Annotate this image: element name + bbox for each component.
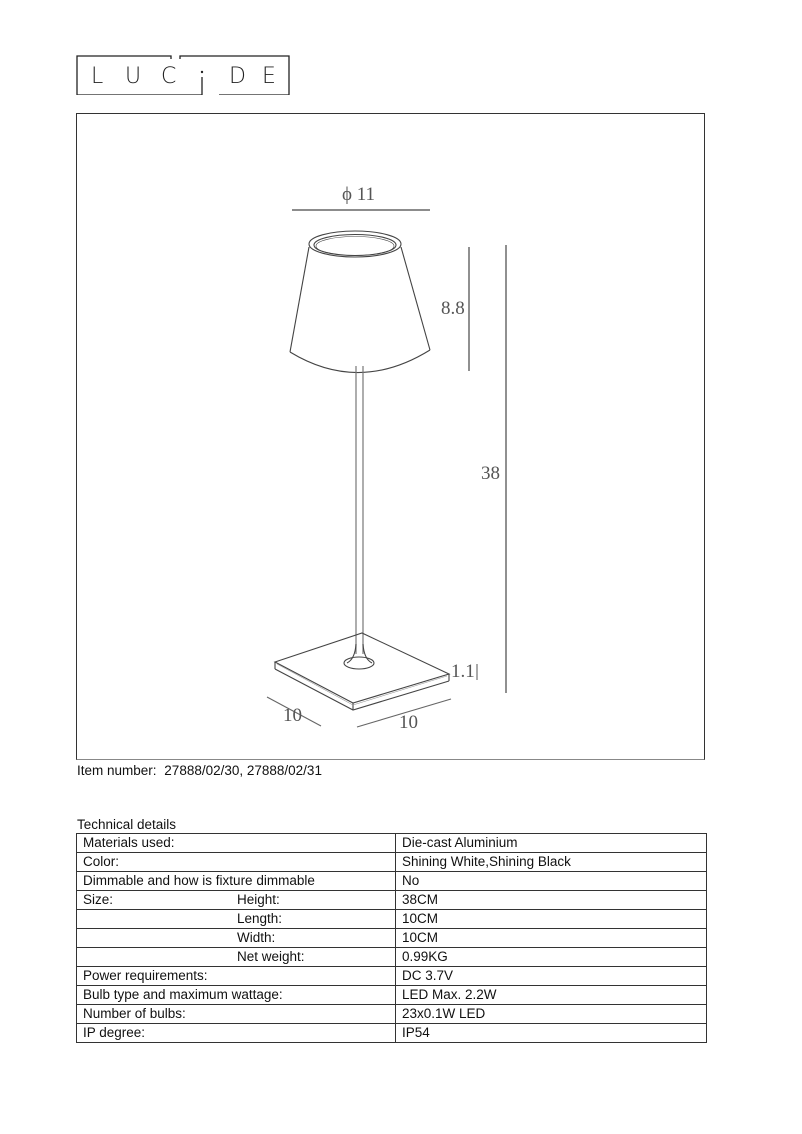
shade-height-label: 8.8: [441, 298, 465, 319]
table-row: [77, 1024, 707, 1043]
lucide-logo: [76, 55, 290, 95]
spec-label: Color:: [77, 853, 396, 872]
size-sub-label: Height:: [237, 892, 280, 907]
spec-value: Die-cast Aluminium: [396, 834, 707, 853]
table-row: [77, 834, 707, 853]
spec-value: LED Max. 2.2W: [396, 986, 707, 1005]
table-row: [77, 929, 707, 948]
shade-diameter-label: ϕ 11: [342, 184, 376, 205]
spec-value: 10CM: [396, 910, 707, 929]
spec-label-size: [77, 948, 396, 967]
logo-letter-c: C: [161, 64, 177, 89]
spec-label-size: [77, 929, 396, 948]
table-row: [77, 853, 707, 872]
spec-value: 0.99KG: [396, 948, 707, 967]
spec-label: Materials used:: [77, 834, 396, 853]
logo-letter-e: E: [262, 64, 276, 89]
spec-label-size: [77, 891, 396, 910]
technical-details-title: Technical details: [77, 817, 177, 832]
base-width-label: 10: [399, 712, 418, 733]
table-row: [77, 872, 707, 891]
spec-value: 38CM: [396, 891, 707, 910]
spec-value: 10CM: [396, 929, 707, 948]
spec-value: No: [396, 872, 707, 891]
table-row: [77, 986, 707, 1005]
size-sub-label: Width:: [237, 930, 276, 945]
logo-letter-u: U: [125, 64, 142, 89]
table-row: [77, 967, 707, 986]
base-thickness-label: 1.1: [451, 661, 475, 682]
drawing-frame: [76, 113, 705, 760]
table-row: [77, 910, 707, 929]
spec-value: IP54: [396, 1024, 707, 1043]
logo-frame-icon: [76, 55, 290, 95]
spec-value: 23x0.1W LED: [396, 1005, 707, 1024]
spec-label-size: [77, 910, 396, 929]
logo-letter-l: L: [91, 64, 104, 89]
size-sub-label: Length:: [237, 911, 283, 926]
spec-label: Bulb type and maximum wattage:: [77, 986, 396, 1005]
table-row: [77, 1005, 707, 1024]
size-label: Size:: [83, 892, 114, 907]
spec-value: DC 3.7V: [396, 967, 707, 986]
lamp-drawing-icon: [77, 114, 706, 761]
total-height-label: 38: [481, 463, 500, 484]
technical-details-table: [76, 833, 707, 1043]
item-number-label: Item number:: [77, 763, 157, 778]
spec-label: IP degree:: [77, 1024, 396, 1043]
item-number: [77, 763, 326, 778]
base-depth-label: 10: [283, 705, 302, 726]
table-row: [77, 948, 707, 967]
size-sub-label: Net weight:: [237, 949, 305, 964]
table-row: [77, 891, 707, 910]
logo-letter-d: D: [229, 64, 246, 89]
item-number-value: 27888/02/30, 27888/02/31: [164, 763, 322, 778]
spec-value: Shining White,Shining Black: [396, 853, 707, 872]
spec-label: Number of bulbs:: [77, 1005, 396, 1024]
spec-label: Power requirements:: [77, 967, 396, 986]
spec-label: Dimmable and how is fixture dimmable: [77, 872, 396, 891]
